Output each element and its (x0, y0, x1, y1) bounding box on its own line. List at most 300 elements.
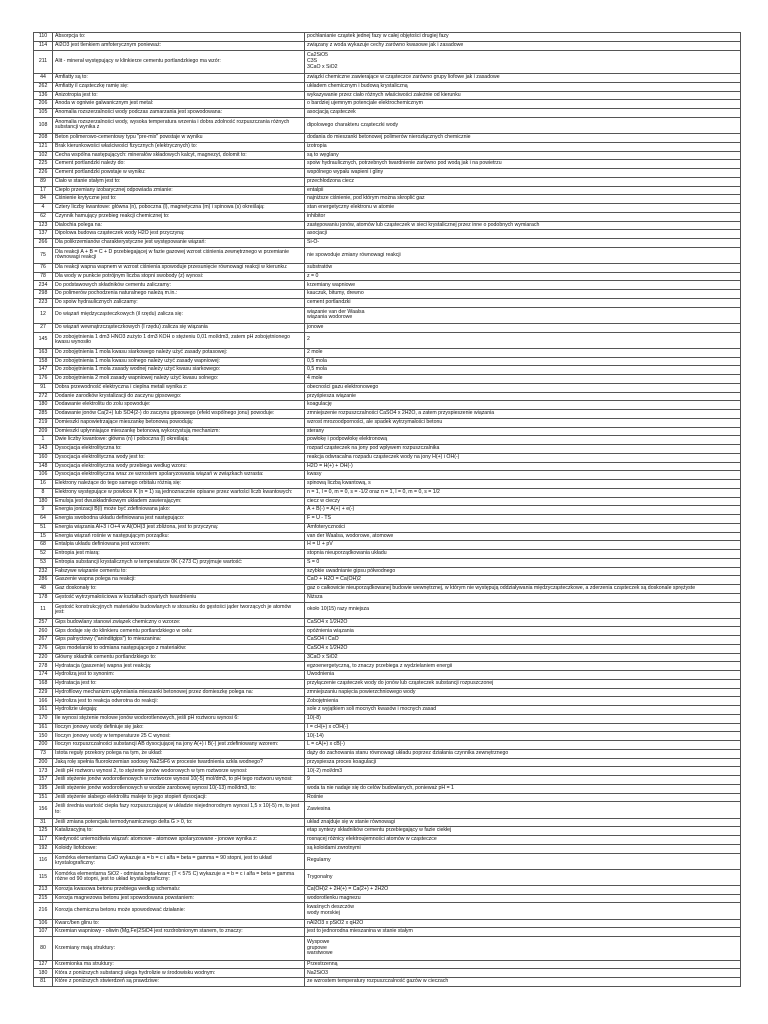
table-row (34, 401, 741, 410)
table-row (34, 541, 741, 550)
answer-cell: przyspiesza proces koagulacji (305, 758, 741, 767)
answer-cell: związany z woda wykazuje cechy zarówno kwasowe jak i zasadowe (305, 41, 741, 50)
table-row (34, 33, 741, 42)
table-row (34, 134, 741, 143)
row-number-cell: 137 (34, 230, 53, 239)
row-number-cell: 163 (34, 348, 53, 357)
answer-cell: ciecz w cieczy (305, 497, 741, 506)
question-cell: Dla reakcji wapna wapnem w wzrost ciśnienia spowoduje przesunięcie równowagi reakcji w kierunku: (53, 263, 305, 272)
question-cell: Absorpcja to: (53, 33, 305, 42)
answer-cell: H = U + pV (305, 541, 741, 550)
row-number-cell: 223 (34, 298, 53, 307)
table-row (34, 960, 741, 969)
table-row (34, 488, 741, 497)
question-cell: Jeśli stężenie jonów wodorotlenowych w wodzie zarobowej wynosi 10(-13) mol/dm3, to: (53, 784, 305, 793)
answer-cell: ze wzrostem temperatury rozpuszczalność gazów w cieczach (305, 978, 741, 987)
row-number-cell: 105 (34, 109, 53, 118)
row-number-cell: 148 (34, 462, 53, 471)
answer-cell: Ca2SiO5 C3S 3CaO x SiO2 (305, 50, 741, 74)
table-body (34, 33, 741, 987)
answer-cell: przyśpiesza wiązanie (305, 392, 741, 401)
row-number-cell: 168 (34, 679, 53, 688)
table-row (34, 585, 741, 594)
answer-cell: 0,5 mola (305, 366, 741, 375)
answer-cell: pochłanianie cząstek jednej fazy w całej objętości drugiej fazy (305, 33, 741, 42)
question-cell: Emulsja jest dwuskładnikowym układem zawierającym: (53, 497, 305, 506)
question-cell: Gęstość wytrzymałościowa w kształtach opartych twardnieniu (53, 593, 305, 602)
row-number-cell: 121 (34, 142, 53, 151)
answer-cell: entalpii (305, 186, 741, 195)
row-number-cell: 53 (34, 558, 53, 567)
question-cell: Brak kierunkowości właściwości fizycznych (elektrycznych) to: (53, 142, 305, 151)
question-cell: Hydratacja (gaszenie) wapna jest reakcją: (53, 662, 305, 671)
question-answer-table (33, 32, 741, 987)
row-number-cell: 51 (34, 523, 53, 532)
row-number-cell: 48 (34, 585, 53, 594)
answer-cell: Wyspowe grupowe warstwowe (305, 937, 741, 961)
question-cell: Anomalia rozszerzalności wody, wysoka temperatura wrzenia i dobra zdolność rozpuszczania różnych substancji wynika z (53, 117, 305, 133)
table-row (34, 462, 741, 471)
question-cell: Alit - minerał występujący w klinkierze cementu portlandzkiego ma wzór: (53, 50, 305, 74)
question-cell: Energia jonizacji B(i) może być zdefiniowana jako: (53, 506, 305, 515)
row-number-cell: 68 (34, 541, 53, 550)
table-row (34, 348, 741, 357)
question-cell: Ciśnienie krytyczne jest to: (53, 195, 305, 204)
question-cell: Amfiatty są to: (53, 74, 305, 83)
question-cell: Dla wody w punkcie potrójnym liczba stopni swobody (z) wynosi: (53, 272, 305, 281)
row-number-cell: 219 (34, 418, 53, 427)
table-row (34, 732, 741, 741)
row-number-cell: 225 (34, 160, 53, 169)
question-cell: Energia wiązania Al+3 i O+4 w Al(OH)3 jest zbliżona, jest to przyczyną: (53, 523, 305, 532)
answer-cell: CaSO4 x 1/2H2O (305, 644, 741, 653)
row-number-cell: 260 (34, 627, 53, 636)
answer-cell: jonowe (305, 323, 741, 332)
answer-cell: przechłodzona ciecz (305, 177, 741, 186)
question-cell: Korozja magnezowa betonu jest spowodowana powstaniem: (53, 894, 305, 903)
question-cell: Al2O3 jest tlenkiem amfoterycznym ponieważ: (53, 41, 305, 50)
row-number-cell: 200 (34, 741, 53, 750)
answer-cell: Zawiesina (305, 802, 741, 818)
table-row (34, 392, 741, 401)
row-number-cell: 208 (34, 134, 53, 143)
row-number-cell: 15 (34, 532, 53, 541)
question-cell: Energia swobodna układu definiowana jest następująco: (53, 515, 305, 524)
question-cell: Do zobojętnienia 1 mola kwasu siarkowego należy użyć zasady potasowej: (53, 348, 305, 357)
row-number-cell: 180 (34, 401, 53, 410)
table-row (34, 515, 741, 524)
row-number-cell: 106 (34, 471, 53, 480)
table-row (34, 523, 741, 532)
row-number-cell: 91 (34, 383, 53, 392)
row-number-cell: 151 (34, 793, 53, 802)
row-number-cell: 108 (34, 117, 53, 133)
answer-cell: zmniejszaniu napięcia powierzchniowego wody (305, 688, 741, 697)
row-number-cell: 160 (34, 453, 53, 462)
table-row (34, 142, 741, 151)
table-row (34, 186, 741, 195)
question-cell: Dysocjacja elektrolityczna wody przebiega według wzoru: (53, 462, 305, 471)
table-row (34, 177, 741, 186)
answer-cell: koagulację (305, 401, 741, 410)
row-number-cell: 285 (34, 410, 53, 419)
question-cell: Do zobojętnienia 1 mola zasady wodnej należy użyć kwasu siarkowego: (53, 366, 305, 375)
question-cell: Entropia substancji krystalicznych w temperaturze 0K (-273 C) przyjmuje wartość: (53, 558, 305, 567)
answer-cell: I = cH(+) x cOH(-) (305, 723, 741, 732)
answer-cell: spoiw hydraulicznych, potrzebnych twardnienie zarówno pod wodą jak i na powietrzu (305, 160, 741, 169)
table-row (34, 383, 741, 392)
answer-cell: Ca(OH)2 + 2H(+) = Ca(2+) + 2H2O (305, 885, 741, 894)
table-row (34, 532, 741, 541)
question-cell: Fałszywe wiązanie cementu to: (53, 567, 305, 576)
table-row (34, 602, 741, 618)
question-cell: Gips modelarski to odmiana następującego z materiałów: (53, 644, 305, 653)
question-cell: Dialochia polega na: (53, 221, 305, 230)
question-cell: Do polimerów pochodzenia naturalnego należą m.in.: (53, 290, 305, 299)
answer-cell: L = cA(+) x cB(-) (305, 741, 741, 750)
table-row (34, 885, 741, 894)
question-cell: Krzemian wapniowy - oliwin (Mg,Fe)2SiO4 jest rozdrobnionym stanem, to znaczy: (53, 928, 305, 937)
question-cell: Które z poniższych stwierdzeń są prawdziwe: (53, 978, 305, 987)
table-row (34, 636, 741, 645)
row-number-cell: 9 (34, 506, 53, 515)
answer-cell: dąży do zachowania stanu równowagi układu poprzez działania czynnika zewnętrznego (305, 749, 741, 758)
question-cell: Elektrony należące do tego samego orbitalu różnią się: (53, 480, 305, 489)
row-number-cell: 213 (34, 885, 53, 894)
question-cell: Czynnik hamujący przebieg reakcji chemicznej to: (53, 212, 305, 221)
answer-cell: Przestrzenną (305, 960, 741, 969)
question-cell: Gips palnyctowy ("aninditgips") to mieszanina: (53, 636, 305, 645)
table-row (34, 50, 741, 74)
table-row (34, 298, 741, 307)
answer-cell: związki chemiczne zawierające w cząsteczce zarówno grupy liofowe jak i zasadowe (305, 74, 741, 83)
question-cell: Hydrolizą jest to synonim: (53, 671, 305, 680)
answer-cell: wspólnego wypału wapieni i gliny (305, 169, 741, 178)
answer-cell: opóźnienia wiązania (305, 627, 741, 636)
answer-cell: Zobojętnienia (305, 697, 741, 706)
table-row (34, 576, 741, 585)
row-number-cell: 80 (34, 937, 53, 961)
row-number-cell: 147 (34, 366, 53, 375)
answer-cell: 10(-2) mol/dm3 (305, 767, 741, 776)
answer-cell: obecności gazu elektronowego (305, 383, 741, 392)
table-row (34, 697, 741, 706)
answer-cell: asocjacji (305, 230, 741, 239)
question-cell: Krzemiany mają struktury: (53, 937, 305, 961)
question-cell: Ciepło przemiany izobarycznej odpowiada zmianie: (53, 186, 305, 195)
row-number-cell: 116 (34, 853, 53, 869)
row-number-cell: 73 (34, 749, 53, 758)
row-number-cell: 211 (34, 50, 53, 74)
row-number-cell: 31 (34, 818, 53, 827)
table-row (34, 91, 741, 100)
question-cell: Do wiązań wewnątrzcząsteczkowych (I rzędu) zalicza się wiązania (53, 323, 305, 332)
table-row (34, 453, 741, 462)
answer-cell: egzoenergetyczną, to znaczy przebiega z wydzielaniem energii (305, 662, 741, 671)
answer-cell: inhibitor (305, 212, 741, 221)
table-row (34, 169, 741, 178)
question-cell: Anoda w ogniwie galwanicznym jest metal: (53, 100, 305, 109)
question-cell: Która z poniższych substancji ulega hydrolizie w środowisku wodnym: (53, 969, 305, 978)
answer-cell: nie spowoduje zmiany równowagi reakcji (305, 247, 741, 263)
question-cell: Komórka elementarna CaO wykazuje a = b = c i alfa = beta = gamma = 90 stopni, jest to układ krystalograficzny: (53, 853, 305, 869)
answer-cell: rozpad cząsteczek na jony pod wpływem rozpuszczalnika (305, 445, 741, 454)
table-row (34, 418, 741, 427)
table-row (34, 100, 741, 109)
row-number-cell: 12 (34, 307, 53, 323)
table-row (34, 247, 741, 263)
question-cell: Dysocjacja elektrolityczna to: (53, 445, 305, 454)
row-number-cell: 170 (34, 714, 53, 723)
row-number-cell: 8 (34, 488, 53, 497)
question-cell: Dla reakcji A + B = C + D przebiegającej w fazie gazowej wzrost ciśnienia zewnętrznego w przemianie równowagi reakcji (53, 247, 305, 263)
row-number-cell: 220 (34, 653, 53, 662)
row-number-cell: 195 (34, 784, 53, 793)
table-row (34, 723, 741, 732)
answer-cell: Niższa (305, 593, 741, 602)
question-cell: Do zobojętnienia 1 dm3 HNO3 zużyto 1 dm3 KOH o stężeniu 0,01 mol/dm3, zatem pH zobojętnionego kwasu wynosiło (53, 332, 305, 348)
question-cell: Ciało w stanie stałym jest to: (53, 177, 305, 186)
table-row (34, 969, 741, 978)
question-cell: Komórka elementarna SiO2 - odmiana beta-kwarc (T < 575 C) wykazuje a = b = c i alfa = beta = gamma różne od 90 stopni, jest to układ krystalograficzny: (53, 869, 305, 885)
answer-cell: 9 (305, 776, 741, 785)
answer-cell: reakcja odwracalna rozpadu cząsteczek wody na jony H(+) i OH(-) (305, 453, 741, 462)
table-row (34, 445, 741, 454)
table-row (34, 978, 741, 987)
question-cell: Dysocjacja elektrolityczna wody jest to: (53, 453, 305, 462)
answer-cell: 2 mole (305, 348, 741, 357)
table-row (34, 679, 741, 688)
answer-cell: są koloidami zwrotnymi (305, 844, 741, 853)
question-cell: Elektrony występujące w powłoce K (n = 1) są jednoznacznie opisane przez wartości liczb kwantowych: (53, 488, 305, 497)
question-cell: Do podstawowych składników cementu zaliczamy: (53, 281, 305, 290)
question-cell: Jeśli pH roztworu wynosi 2, to stężenie jonów wodorowych w tym roztworze wynosi: (53, 767, 305, 776)
answer-cell: 10(-14) (305, 732, 741, 741)
row-number-cell: 150 (34, 732, 53, 741)
row-number-cell: 180 (34, 497, 53, 506)
table-row (34, 644, 741, 653)
row-number-cell: 76 (34, 263, 53, 272)
row-number-cell: 158 (34, 357, 53, 366)
row-number-cell: 136 (34, 91, 53, 100)
row-number-cell: 180 (34, 969, 53, 978)
question-cell: Cztery liczby kwantowe: główna (n), poboczna (l), magnetyczna (m) i spinowa (s) określają: (53, 204, 305, 213)
question-cell: Cecha wspólna następujących: minerałów składowych kalcyt, magnezyt, dolomit to: (53, 151, 305, 160)
row-number-cell: 232 (34, 567, 53, 576)
answer-cell: szybkie uwadnianie gipsu półwodnego (305, 567, 741, 576)
table-row (34, 593, 741, 602)
question-cell: Jeśli zmiana potencjału termodynamicznego delta G > 0, to: (53, 818, 305, 827)
table-row (34, 436, 741, 445)
table-row (34, 741, 741, 750)
row-number-cell: 27 (34, 323, 53, 332)
question-cell: Dwie liczby kwantowe: główna (n) i poboczna (l) określają: (53, 436, 305, 445)
row-number-cell: 84 (34, 195, 53, 204)
row-number-cell: 11 (34, 602, 53, 618)
question-cell: Cement portlandzki należy do: (53, 160, 305, 169)
row-number-cell: 276 (34, 644, 53, 653)
row-number-cell: 110 (34, 33, 53, 42)
table-row (34, 844, 741, 853)
row-number-cell: 81 (34, 978, 53, 987)
row-number-cell: 16 (34, 480, 53, 489)
question-cell: Iloczyn jonowy wody definiuje się jako: (53, 723, 305, 732)
answer-cell: Amfoteryczności (305, 523, 741, 532)
question-cell: Do spoiw hydraulicznych zaliczamy: (53, 298, 305, 307)
answer-cell: przyłączenie cząsteczek wody do jonów lub cząsteczek substancji rozpuszczonej (305, 679, 741, 688)
row-number-cell: 266 (34, 239, 53, 248)
answer-cell: sterany (305, 427, 741, 436)
question-cell: Entropia jest miarą: (53, 550, 305, 559)
table-row (34, 714, 741, 723)
table-row (34, 230, 741, 239)
table-row (34, 827, 741, 836)
answer-cell: Si-O- (305, 239, 741, 248)
row-number-cell: 117 (34, 836, 53, 845)
row-number-cell: 257 (34, 618, 53, 627)
row-number-cell: 206 (34, 100, 53, 109)
answer-cell: układem chemicznym i budową krystaliczną (305, 82, 741, 91)
row-number-cell: 176 (34, 375, 53, 384)
table-row (34, 109, 741, 118)
table-row (34, 567, 741, 576)
table-row (34, 937, 741, 961)
question-cell: Kiedyność uniemożliwia wiązań: atomowe - atomowe spolaryzowane - jonowe wynika z: (53, 836, 305, 845)
question-cell: Do zobojętnienia 2 moli zasady wapniowej należy użyć kwasu solnego: (53, 375, 305, 384)
answer-cell: rosnącej różnicy elektroujemności atomów w cząsteczce (305, 836, 741, 845)
table-row (34, 919, 741, 928)
row-number-cell: 145 (34, 332, 53, 348)
question-cell: Gaz doskonały to: (53, 585, 305, 594)
question-cell: Jeśli średnia wartość ciepła fazy rozpuszczającej w układzie niejednorodnym wynosi 1,5 x 10(-5) m, to jest to: (53, 802, 305, 818)
answer-cell: zastępowaniu jonów, atomów lub cząsteczek w sieci krystalicznej przez inne o podobnych wymiarach (305, 221, 741, 230)
table-row (34, 323, 741, 332)
question-cell: Gips budowlany stanowi związek chemiczny o wzorze: (53, 618, 305, 627)
row-number-cell: 298 (34, 290, 53, 299)
answer-cell: CaSO4 i CaO (305, 636, 741, 645)
row-number-cell: 115 (34, 869, 53, 885)
question-cell: Korozja kwasowa betonu przebiega według schematu: (53, 885, 305, 894)
table-row (34, 74, 741, 83)
answer-cell: układ znajduje się w stanie równowagi (305, 818, 741, 827)
answer-cell: nAl2O3 x pSiO2 x qH2O (305, 919, 741, 928)
row-number-cell: 52 (34, 550, 53, 559)
table-row (34, 928, 741, 937)
question-cell: Gips dodaje się do klinkieru cementu portlandzkiego w celu: (53, 627, 305, 636)
row-number-cell: 229 (34, 688, 53, 697)
row-number-cell: 278 (34, 662, 53, 671)
row-number-cell: 226 (34, 169, 53, 178)
answer-cell: S = 0 (305, 558, 741, 567)
answer-cell: są to węglany (305, 151, 741, 160)
table-row (34, 706, 741, 715)
question-cell: Krzemionka ma struktury: (53, 960, 305, 969)
question-cell: Ile wynosi stężenie molowe jonów wodorotlenowych, jeśli pH roztworu wynosi 6: (53, 714, 305, 723)
answer-cell: kauczuk, bitumy, drewno (305, 290, 741, 299)
question-cell: Jaką rolę spełnia fluorokrzemian sodowy Na2SiF6 w procesie twardnienia szkła wodnego? (53, 758, 305, 767)
answer-cell: Rośnie (305, 793, 741, 802)
question-cell: Domieszki upłynniające mieszankę betonową wykorzystują mechanizm: (53, 427, 305, 436)
question-cell: Cement portlandzki powstaje w wyniku: (53, 169, 305, 178)
question-cell: Gaszenie wapna polega na reakcji: (53, 576, 305, 585)
table-row (34, 767, 741, 776)
document-page (33, 32, 737, 987)
question-cell: Hydroliza jest to reakcja odwrotna do reakcji: (53, 697, 305, 706)
row-number-cell: 157 (34, 776, 53, 785)
row-number-cell: 272 (34, 392, 53, 401)
table-row (34, 653, 741, 662)
row-number-cell: 75 (34, 247, 53, 263)
answer-cell: kwaśnych deszczów wody morskiej (305, 903, 741, 919)
table-row (34, 558, 741, 567)
question-cell: Anizotropia jest to: (53, 91, 305, 100)
row-number-cell: 1 (34, 436, 53, 445)
answer-cell: n = 1, l = 0, m = 0, s = -1/2 oraz n = 1, l = 0, m = 0, s = 1/2 (305, 488, 741, 497)
question-cell: Dipolowa budowa cząsteczek wody H2O jest przyczyną: (53, 230, 305, 239)
row-number-cell: 17 (34, 186, 53, 195)
answer-cell: sole z wyjątkiem soli mocnych kwasów i mocnych zasad (305, 706, 741, 715)
question-cell: Dodawanie elektrolitu do zolu spowoduje: (53, 401, 305, 410)
table-row (34, 195, 741, 204)
question-cell: Główny składnik cementu portlandzkiego to: (53, 653, 305, 662)
question-cell: Dobra przewodność elektryczna i cieplna metali wynika z: (53, 383, 305, 392)
question-cell: Dodawanie jonów Ca(2+) lub SO4(2-) do zaczynu gipsowego (efekt wspólnego jonu) powoduje: (53, 410, 305, 419)
question-cell: Gęstość konstrukcyjnych materiałów budowlanych w stosunku do gęstości jąder tworzących je atomów jest: (53, 602, 305, 618)
row-number-cell: 178 (34, 593, 53, 602)
table-row (34, 281, 741, 290)
question-cell: Beton polimerowo-cementowy typu "pre-mix" powstaje w wyniku (53, 134, 305, 143)
answer-cell: Trygonalny (305, 869, 741, 885)
answer-cell: CaSO4 x 1/2H2O (305, 618, 741, 627)
answer-cell: stopnia nieuporządkowania układu (305, 550, 741, 559)
question-cell: Energia wiązań rośnie w następującym porządku: (53, 532, 305, 541)
answer-cell: A + B(-) = A(+) + e(-) (305, 506, 741, 515)
table-row (34, 375, 741, 384)
answer-cell: krzemiany wapniowe (305, 281, 741, 290)
row-number-cell: 215 (34, 894, 53, 903)
answer-cell: z = 0 (305, 272, 741, 281)
answer-cell: asocjacją cząsteczek (305, 109, 741, 118)
question-cell: Dodanie zarodków krystalizacji do zaczynu gipsowego: (53, 392, 305, 401)
table-row (34, 239, 741, 248)
table-row (34, 627, 741, 636)
answer-cell: substratów (305, 263, 741, 272)
table-row (34, 506, 741, 515)
answer-cell: H2O = H(+) + OH(-) (305, 462, 741, 471)
question-cell: Do zobojętnienia 1 mola kwasu solnego należy użyć zasady wapniowej: (53, 357, 305, 366)
answer-cell: 4 mole (305, 375, 741, 384)
row-number-cell: 78 (34, 272, 53, 281)
row-number-cell: 107 (34, 928, 53, 937)
answer-cell: wiązanie van der Waalsa wiązania wodorowe (305, 307, 741, 323)
table-row (34, 671, 741, 680)
answer-cell: 2 (305, 332, 741, 348)
answer-cell: etap syntezy składników cementu przebiegający w fazie ciekłej (305, 827, 741, 836)
question-cell: Amfiatty il cząsteczkę ramię się: (53, 82, 305, 91)
table-row (34, 427, 741, 436)
question-cell: Hydratacja jest to: (53, 679, 305, 688)
answer-cell: Regularny (305, 853, 741, 869)
row-number-cell: 161 (34, 723, 53, 732)
answer-cell: spinową liczbą kwantową, s (305, 480, 741, 489)
table-row (34, 151, 741, 160)
table-row (34, 332, 741, 348)
row-number-cell: 161 (34, 706, 53, 715)
row-number-cell: 62 (34, 212, 53, 221)
question-cell: Kwarc/ben glinu to: (53, 919, 305, 928)
row-number-cell: 286 (34, 576, 53, 585)
table-row (34, 749, 741, 758)
